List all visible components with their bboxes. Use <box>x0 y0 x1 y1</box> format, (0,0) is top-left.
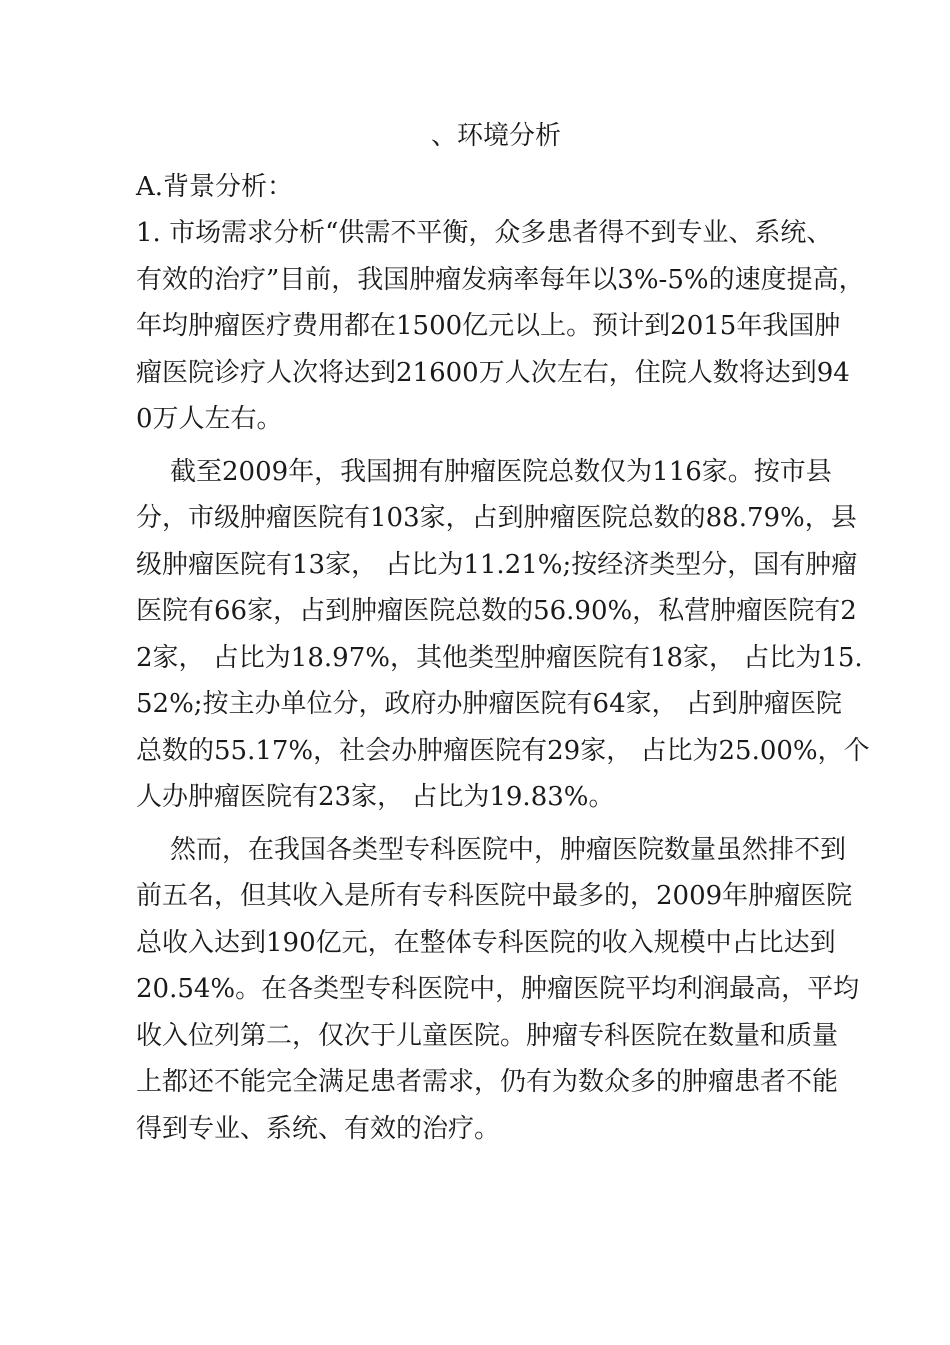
text-line: 截至2009年，我国拥有肿瘤医院总数仅为116家。按市县 <box>170 456 832 487</box>
text-line: 20.54%。在各类型专科医院中，肿瘤医院平均利润最高，平均 <box>136 974 860 1004</box>
text-line: 1. 市场需求分析“供需不平衡，众多患者得不到专业、系统、 <box>136 218 833 248</box>
text-line: 有效的治疗”目前，我国肿瘤发病率每年以3%-5%的速度提高， <box>136 264 865 295</box>
text-line: 总收入达到190亿元，在整体专科医院的收入规模中占比达到 <box>136 927 836 958</box>
document-body <box>136 112 870 1158</box>
text-line: 分，市级肿瘤医院有103家，占到肿瘤医院总数的88.79%，县 <box>136 503 857 533</box>
text-line: 瘤医院诊疗人次将达到21600万人次左右，住院人数将达到94 <box>136 357 850 388</box>
text-line: 上都还不能完全满足患者需求，仍有为数众多的肿瘤患者不能 <box>136 1067 839 1097</box>
section-title: 、环境分析 <box>430 121 561 151</box>
paragraph-hospital-statistics <box>136 449 870 821</box>
paragraph-revenue-analysis <box>136 827 860 1153</box>
text-line: 级肿瘤医院有13家， 占比为11.21%;按经济类型分，国有肿瘤 <box>136 549 858 580</box>
text-line: 总数的55.17%，社会办肿瘤医院有29家， 占比为25.00%，个 <box>136 735 870 766</box>
text-line: 52%;按主办单位分，政府办肿瘤医院有64家， 占到肿瘤医院 <box>136 689 842 719</box>
text-line: 前五名，但其收入是所有专科医院中最多的，2009年肿瘤医院 <box>136 881 853 911</box>
text-line: 人办肿瘤医院有23家， 占比为19.83%。 <box>136 782 615 812</box>
text-line: 医院有66家，占到肿瘤医院总数的56.90%，私营肿瘤医院有2 <box>136 596 857 626</box>
text-line: 然而，在我国各类型专科医院中，肿瘤医院数量虽然排不到 <box>170 834 847 865</box>
text-line: 收入位列第二，仅次于儿童医院。肿瘤专科医院在数量和质量 <box>136 1020 839 1051</box>
text-line: 0万人左右。 <box>136 404 283 434</box>
paragraph-market-demand <box>136 210 865 443</box>
text-line: 2家， 占比为18.97%，其他类型肿瘤医院有18家， 占比为15. <box>136 642 863 673</box>
background-heading: A.背景分析： <box>136 172 294 202</box>
text-line: 得到专业、系统、有效的治疗。 <box>136 1113 501 1144</box>
text-line: 年均肿瘤医疗费用都在1500亿元以上。预计到2015年我国肿 <box>136 311 841 341</box>
